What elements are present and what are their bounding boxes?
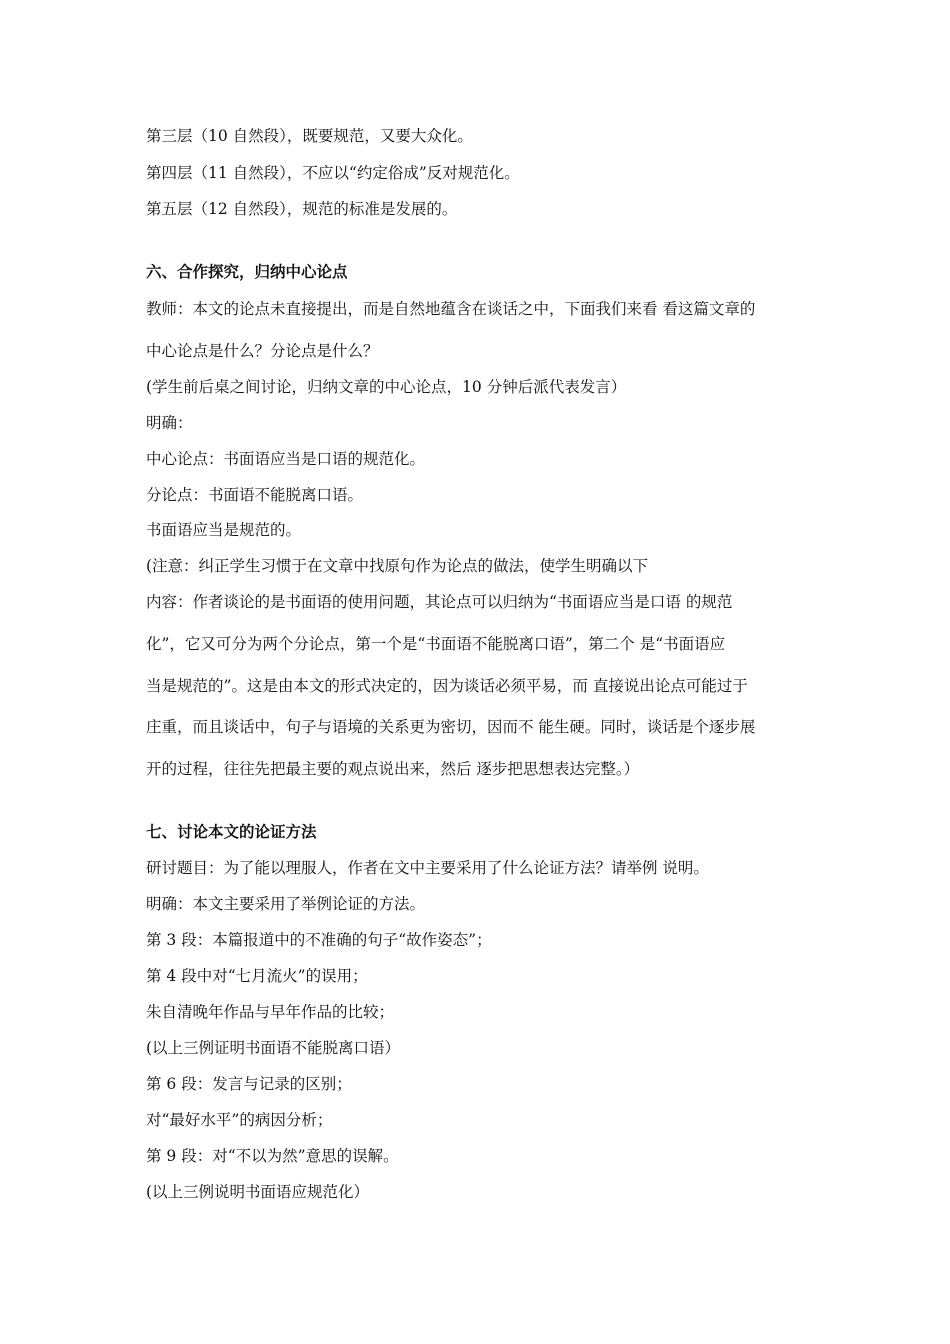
paragraph-line: 中心论点是什么？分论点是什么？ bbox=[146, 342, 379, 360]
paragraph-line: 对“最好水平”的病因分析； bbox=[146, 1111, 333, 1129]
paragraph-line: 化”，它又可分为两个分论点，第一个是“书面语不能脱离口语”，第二个 是“书面语应 bbox=[146, 635, 726, 653]
paragraph-line: 第 3 段：本篇报道中的不准确的句子“故作姿态”； bbox=[146, 931, 492, 949]
paragraph-line: 教师：本文的论点未直接提出，而是自然地蕴含在谈话之中，下面我们来看 看这篇文章的 bbox=[146, 300, 756, 318]
paragraph-line: (注意：纠正学生习惯于在文章中找原句作为论点的做法，使学生明确以下 bbox=[146, 557, 649, 575]
section-heading: 六、合作探究，归纳中心论点 bbox=[146, 263, 348, 281]
paragraph-line: 朱自清晚年作品与早年作品的比较； bbox=[146, 1003, 395, 1021]
paragraph-line: 研讨题目：为了能以理服人，作者在文中主要采用了什么论证方法？请举例 说明。 bbox=[146, 859, 709, 877]
paragraph-line: (以上三例说明书面语应规范化） bbox=[146, 1183, 370, 1201]
paragraph-line: 第三层（10 自然段），既要规范，又要大众化。 bbox=[146, 127, 473, 145]
paragraph-line: 开的过程，往往先把最主要的观点说出来，然后 逐步把思想表达完整。） bbox=[146, 760, 640, 778]
paragraph-line: 当是规范的”。这是由本文的形式决定的，因为谈话必须平易，而 直接说出论点可能过于 bbox=[146, 677, 748, 695]
paragraph-line: 第四层（11 自然段），不应以“约定俗成”反对规范化。 bbox=[146, 164, 520, 182]
paragraph-line: 内容：作者谈论的是书面语的使用问题，其论点可以归纳为“书面语应当是口语 的规范 bbox=[146, 593, 733, 611]
paragraph-line: 中心论点：书面语应当是口语的规范化。 bbox=[146, 450, 426, 468]
paragraph-line: 第五层（12 自然段），规范的标准是发展的。 bbox=[146, 200, 458, 218]
paragraph-line: (学生前后桌之间讨论，归纳文章的中心论点，10 分钟后派代表发言） bbox=[146, 378, 627, 396]
section-heading: 七、讨论本文的论证方法 bbox=[146, 823, 317, 841]
paragraph-line: 明确：本文主要采用了举例论证的方法。 bbox=[146, 895, 426, 913]
paragraph-line: 分论点：书面语不能脱离口语。 bbox=[146, 486, 364, 504]
paragraph-line: (以上三例证明书面语不能脱离口语） bbox=[146, 1039, 401, 1057]
paragraph-line: 第 4 段中对“七月流火”的误用； bbox=[146, 967, 368, 985]
paragraph-line: 第 9 段：对“不以为然”意思的误解。 bbox=[146, 1147, 399, 1165]
paragraph-line: 第 6 段：发言与记录的区别； bbox=[146, 1075, 352, 1093]
paragraph-line: 书面语应当是规范的。 bbox=[146, 521, 302, 539]
paragraph-line: 庄重，而且谈话中，句子与语境的关系更为密切，因而不 能生硬。同时，谈话是个逐步展 bbox=[146, 718, 756, 736]
paragraph-line: 明确： bbox=[146, 414, 193, 432]
